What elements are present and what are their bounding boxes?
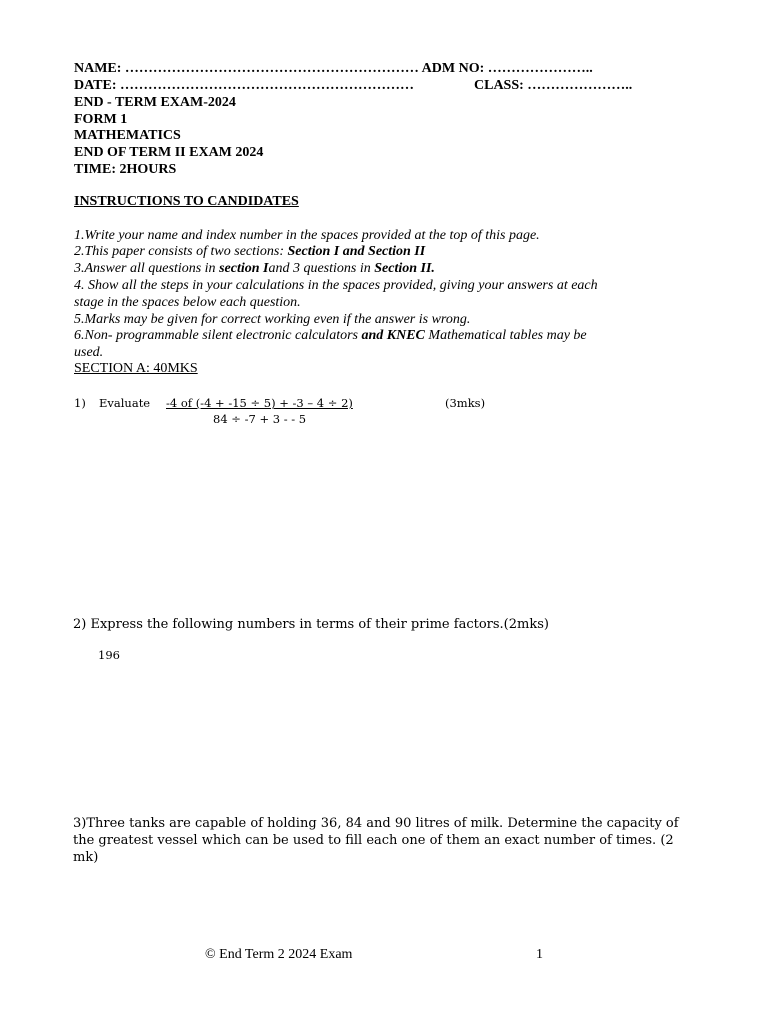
q1-label: Evaluate — [99, 396, 151, 410]
q1-denominator: 84 ÷ -7 + 3 - - 5 — [213, 412, 307, 426]
instruction-3: 3.Answer all questions in section Iand 3 questions in Section II. — [74, 261, 435, 276]
name-line: NAME: ……………………………………………………… ADM NO: ………………….. — [74, 61, 593, 76]
exam-name: END OF TERM II EXAM 2024 — [74, 145, 264, 160]
q2-text: 2) Express the following numbers in terms of their prime factors.(2mks) — [73, 617, 549, 632]
footer-page-number: 1 — [536, 947, 543, 962]
instruction-4-line1: 4. Show all the steps in your calculations in the spaces provided, giving your answers at each — [74, 278, 598, 293]
form-label: FORM 1 — [74, 112, 128, 127]
class-line: CLASS: ………………….. — [474, 78, 633, 93]
q2-number-value: 196 — [98, 648, 120, 662]
q1-marks: (3mks) — [445, 396, 486, 410]
time-label: TIME: 2HOURS — [74, 162, 177, 177]
instruction-5: 5.Marks may be given for correct working even if the answer is wrong. — [74, 312, 471, 327]
instruction-6-line2: used. — [74, 345, 104, 360]
instruction-1: 1.Write your name and index number in the spaces provided at the top of this page. — [74, 228, 540, 243]
instructions-heading: INSTRUCTIONS TO CANDIDATES — [74, 194, 299, 209]
exam-title: END - TERM EXAM-2024 — [74, 95, 236, 110]
section-a-heading: SECTION A: 40MKS — [74, 361, 198, 376]
instruction-2: 2.This paper consists of two sections: Section I and Section II — [74, 244, 426, 259]
q3-line1: 3)Three tanks are capable of holding 36, 84 and 90 litres of milk. Determine the capacity of — [73, 816, 679, 831]
footer-copyright: © End Term 2 2024 Exam — [205, 947, 353, 962]
instruction-6-line1: 6.Non- programmable silent electronic calculators and KNEC Mathematical tables may be — [74, 328, 587, 343]
subject-label: MATHEMATICS — [74, 128, 181, 143]
q3-line3: mk) — [73, 850, 99, 865]
q3-line2: the greatest vessel which can be used to fill each one of them an exact number of times. (2 — [73, 833, 674, 848]
date-line: DATE: ……………………………………………………… — [74, 78, 415, 93]
instruction-4-line2: stage in the spaces below each question. — [74, 295, 301, 310]
q1-number: 1) — [74, 396, 86, 410]
q1-numerator: -4 of (-4 + -15 ÷ 5) + -3 – 4 ÷ 2) — [166, 396, 353, 410]
